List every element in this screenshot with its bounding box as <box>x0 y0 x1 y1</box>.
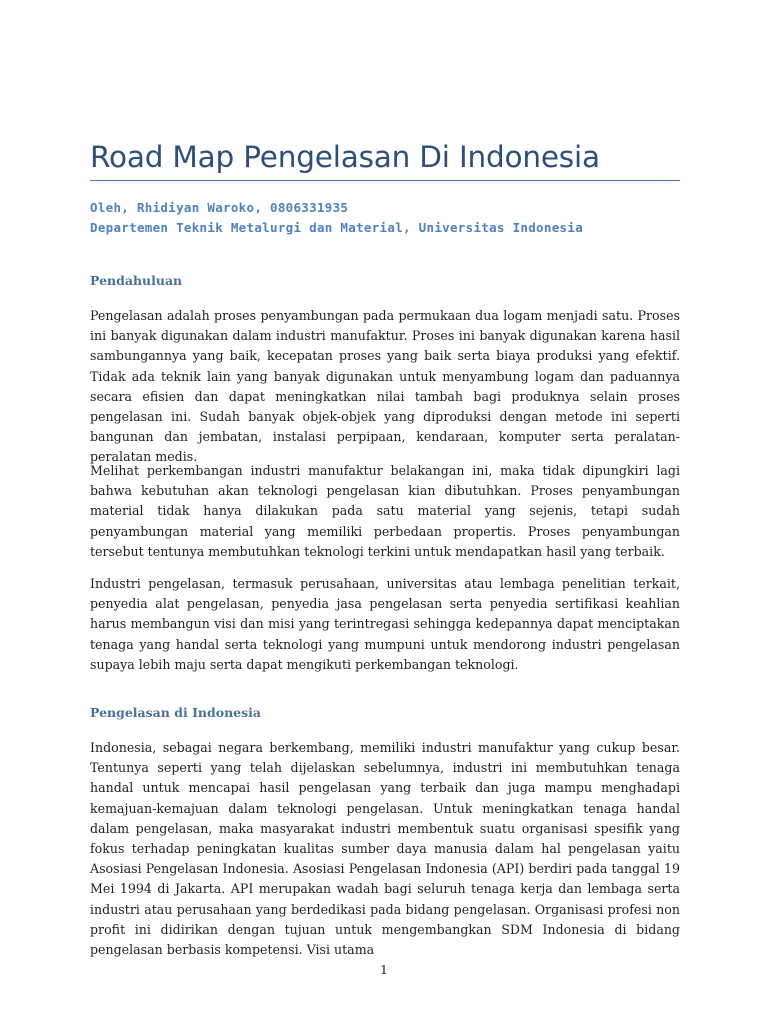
paragraph: Melihat perkembangan industri manufaktur belakangan ini, maka tidak dipungkiri lagi bahwa kebutuhan akan teknologi pengelasan kian dibutuhkan. Proses penyambungan material tidak hanya dilakukan pada satu material yang sejenis, tetapi sudah penyambungan material yang memiliki perbedaan propertis. Proses penyambungan tersebut tentunya membutuhkan teknologi terkini untuk mendapatkan hasil yang terbaik. <box>90 463 680 559</box>
section-heading-pengelasan-di-indonesia: Pengelasan di Indonesia <box>90 705 262 720</box>
paragraph: Industri pengelasan, termasuk perusahaan, universitas atau lembaga penelitian terkait, penyedia alat pengelasan, penyedia jasa pengelasan serta penyedia sertifikasi keahlian harus membangun visi dan misi yang terintregasi sehingga kedepannya dapat menciptakan tenaga yang handal serta teknologi yang mumpuni untuk mendorong industri pengelasan supaya lebih maju serta dapat mengikuti perkembangan teknologi. <box>90 576 680 672</box>
author-line: Oleh, Rhidiyan Waroko, 0806331935 <box>90 200 349 215</box>
document-title: Road Map Pengelasan Di Indonesia <box>90 140 600 174</box>
title-underline <box>90 180 680 181</box>
paragraph: Pengelasan adalah proses penyambungan pada permukaan dua logam menjadi satu. Proses ini banyak digunakan dalam industri manufaktur. Proses ini banyak digunakan karena hasil sambungannya yang baik, kecepatan proses yang baik serta biaya produksi yang efektif. Tidak ada teknik lain yang banyak digunakan untuk menyambung logam dan paduannya secara efisien dan dapat meningkatkan nilai tambah bagi produknya selain proses pengelasan ini. Sudah banyak objek-objek yang diproduksi dengan metode ini seperti bangunan dan jembatan, instalasi perpipaan, kendaraan, komputer serta peralatan-peralatan medis. <box>90 308 680 465</box>
section-heading-pendahuluan: Pendahuluan <box>90 273 183 288</box>
affiliation-line: Departemen Teknik Metalurgi dan Material, Universitas Indonesia <box>90 220 584 235</box>
paragraph: Indonesia, sebagai negara berkembang, memiliki industri manufaktur yang cukup besar. Tentunya seperti yang telah dijelaskan sebelumnya, industri ini membutuhkan tenaga handal untuk mencapai hasil pengelasan yang terbaik dan juga mampu menghadapi kemajuan-kemajuan dalam teknologi pengelasan. Untuk meningkatkan tenaga handal dalam pengelasan, maka masyarakat industri membentuk suatu organisasi spesifik yang fokus terhadap peningkatan kualitas sumber daya manusia dalam hal pengelasan yaitu Asosiasi Pengelasan Indonesia. Asosiasi Pengelasan Indonesia (API) berdiri pada tanggal 19 Mei 1994 di Jakarta. API merupakan wadah bagi seluruh tenaga kerja dan lembaga serta industri atau perusahaan yang berdedikasi pada bidang pengelasan. Organisasi profesi non profit ini didirikan dengan tujuan untuk mengembangkan SDM Indonesia di bidang pengelasan berbasis kompetensi. Visi utama <box>90 740 680 958</box>
page-number: 1 <box>380 962 388 977</box>
